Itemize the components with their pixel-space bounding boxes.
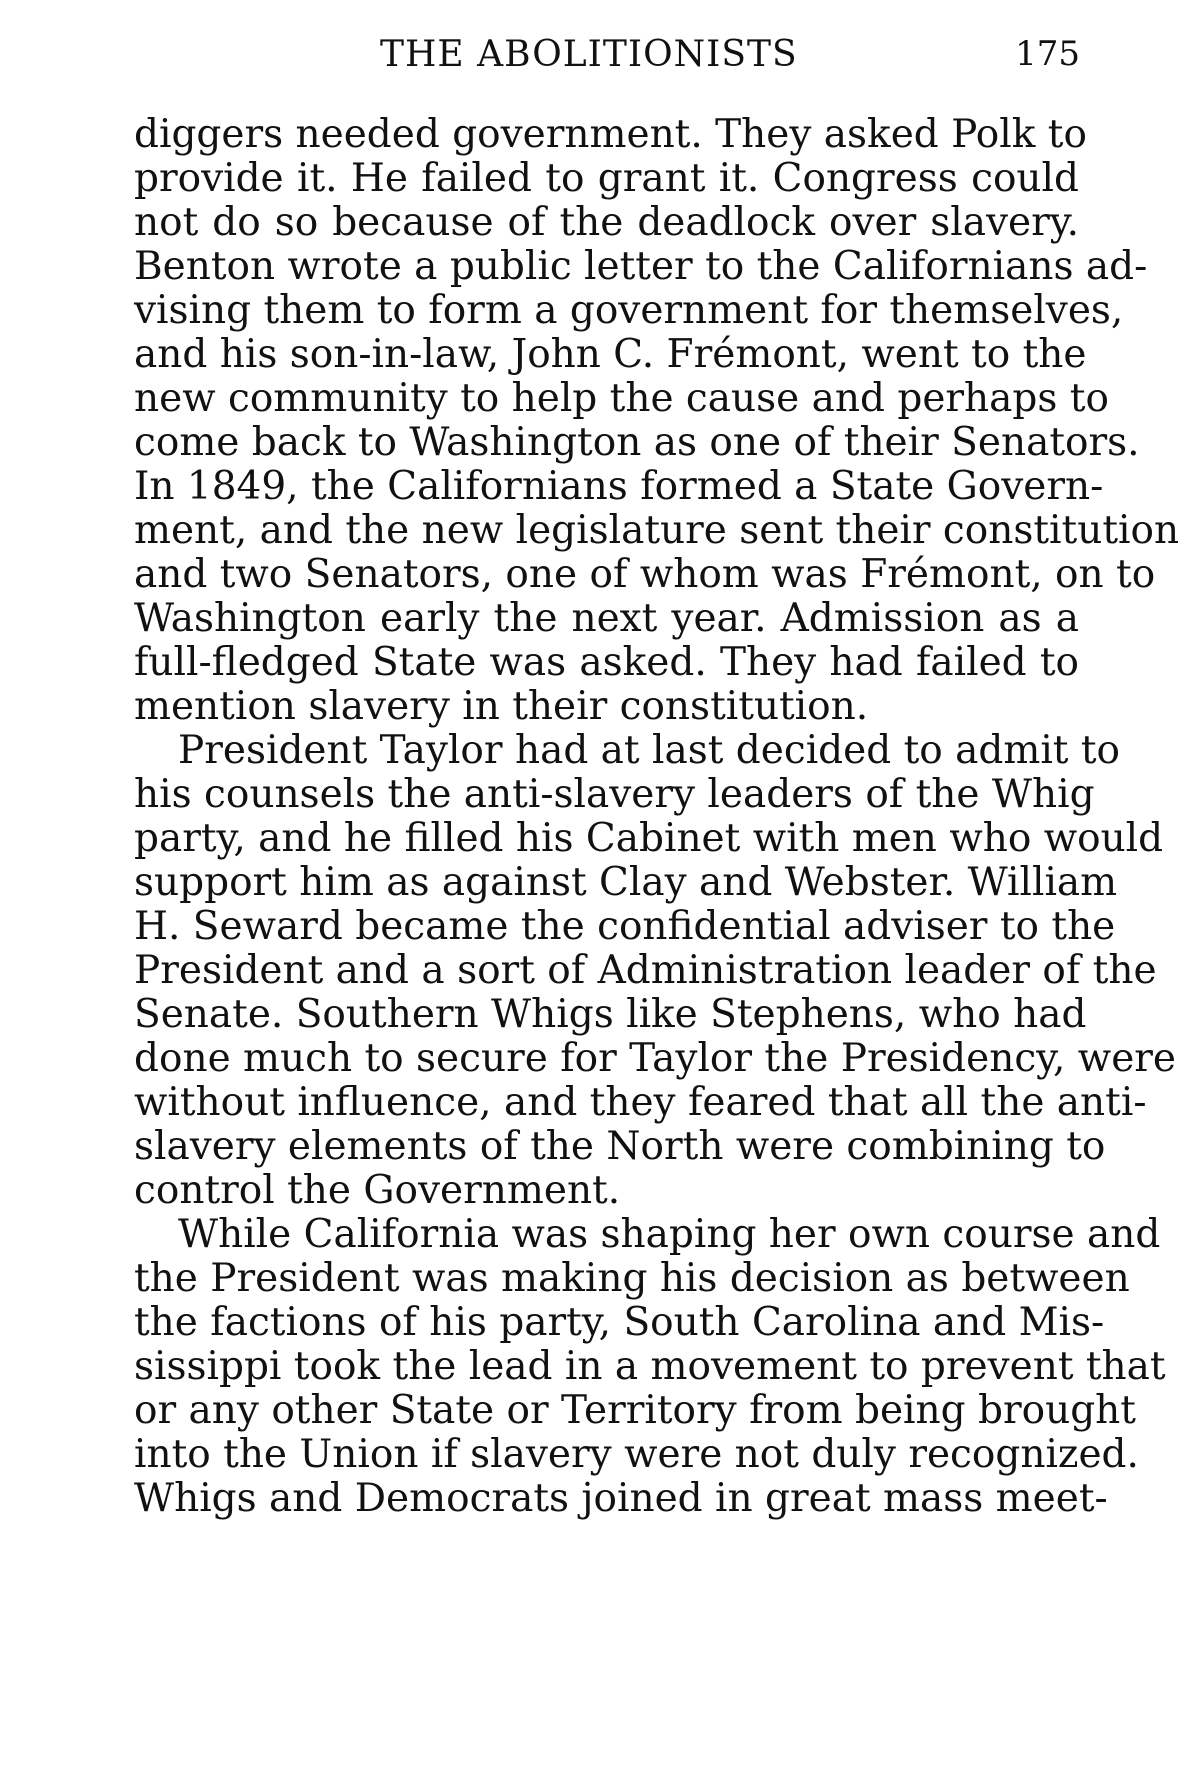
running-title: THE ABOLITIONISTS bbox=[380, 34, 798, 75]
text-line: not do so because of the deadlock over slavery. bbox=[134, 200, 1079, 245]
text-line: the President was making his decision as between bbox=[134, 1256, 1130, 1301]
text-line: provide it. He failed to grant it. Congress could bbox=[134, 156, 1079, 201]
text-line: vising them to form a government for themselves, bbox=[134, 288, 1124, 333]
text-line: party, and he filled his Cabinet with men who would bbox=[134, 816, 1164, 861]
text-line: President and a sort of Administration leader of the bbox=[134, 948, 1157, 993]
text-line: In 1849, the Californians formed a State Govern- bbox=[134, 464, 1104, 509]
text-line: ment, and the new legislature sent their constitution bbox=[134, 508, 1180, 553]
text-line: Whigs and Democrats joined in great mass meet- bbox=[134, 1476, 1108, 1521]
text-line: the factions of his party, South Carolina and Mis- bbox=[134, 1300, 1105, 1345]
text-line: Benton wrote a public letter to the Californians ad- bbox=[134, 244, 1148, 289]
text-line: Senate. Southern Whigs like Stephens, who had bbox=[134, 992, 1087, 1037]
text-line: control the Government. bbox=[134, 1168, 621, 1213]
text-line: and two Senators, one of whom was Frémont, on to bbox=[134, 552, 1156, 597]
page-number: 175 bbox=[1015, 34, 1080, 74]
text-line: full-fledged State was asked. They had failed to bbox=[134, 640, 1079, 685]
text-line: into the Union if slavery were not duly recognized. bbox=[134, 1432, 1139, 1477]
text-line: done much to secure for Taylor the Presidency, were bbox=[134, 1036, 1176, 1081]
paragraph-first-line: While California was shaping her own course and bbox=[178, 1212, 1161, 1257]
text-line: and his son-in-law, John C. Frémont, went to the bbox=[134, 332, 1087, 377]
text-line: H. Seward became the confidential adviser to the bbox=[134, 904, 1116, 949]
text-line: diggers needed government. They asked Polk to bbox=[134, 112, 1087, 157]
text-line: Washington early the next year. Admission as a bbox=[134, 596, 1079, 641]
text-line: come back to Washington as one of their Senators. bbox=[134, 420, 1140, 465]
paragraph-first-line: President Taylor had at last decided to admit to bbox=[178, 728, 1121, 773]
running-head bbox=[380, 34, 1090, 86]
text-line: sissippi took the lead in a movement to prevent that bbox=[134, 1344, 1166, 1389]
text-line: mention slavery in their constitution. bbox=[134, 684, 869, 729]
text-line: his counsels the anti-slavery leaders of the Whig bbox=[134, 772, 1095, 817]
text-line: slavery elements of the North were combining to bbox=[134, 1124, 1106, 1169]
text-line: or any other State or Territory from being brought bbox=[134, 1388, 1136, 1433]
text-line: support him as against Clay and Webster. William bbox=[134, 860, 1118, 905]
text-line: new community to help the cause and perhaps to bbox=[134, 376, 1109, 421]
text-line: without influence, and they feared that all the anti- bbox=[134, 1080, 1147, 1125]
